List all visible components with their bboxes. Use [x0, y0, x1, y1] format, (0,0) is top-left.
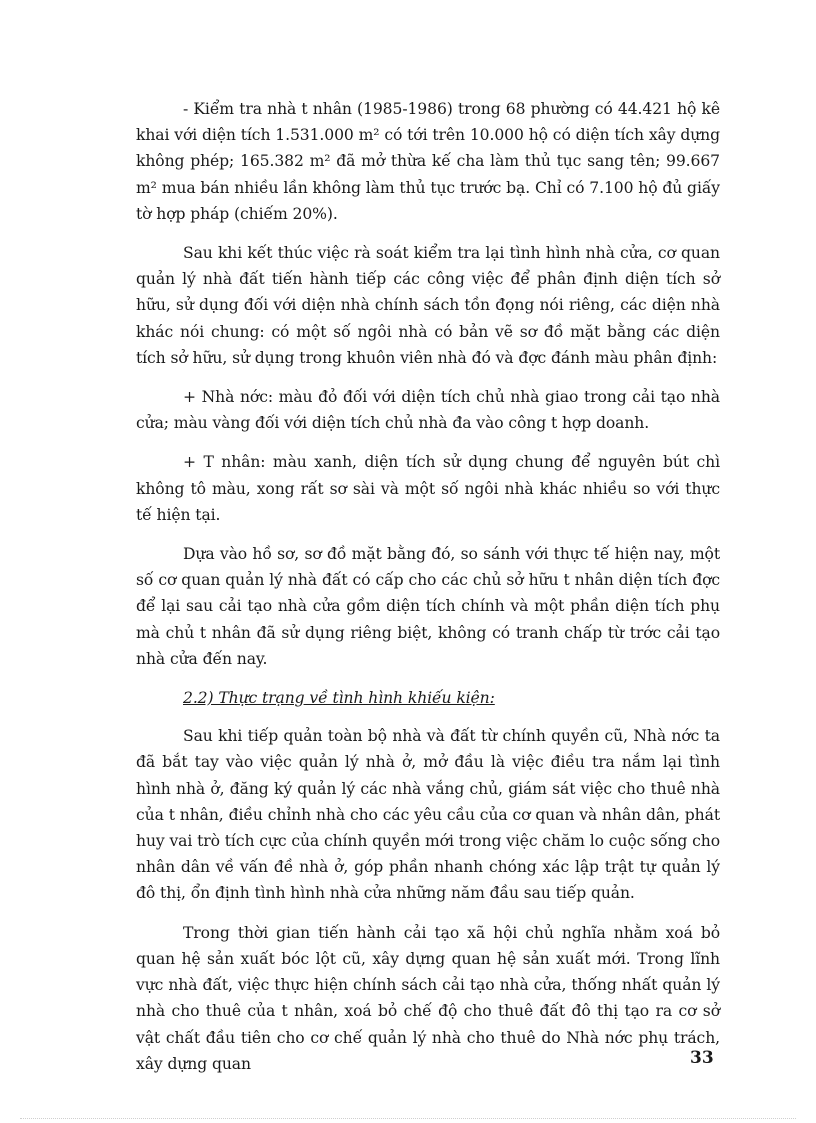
page-number: 33 [690, 1048, 714, 1068]
paragraph: Dựa vào hồ sơ, sơ đồ mặt bằng đó, so sánh với thực tế hiện nay, một số cơ quan quản lý nhà đất có cấp cho các chủ sở hữu t nhân diện tích đợc để lại sau cải tạo nhà cửa gồm diện tích chính và một phần diện tích phụ mà chủ t nhân đã sử dụng riêng biệt, không có tranh chấp từ trớc cải tạo nhà cửa đến nay. [136, 545, 720, 668]
paragraph: + T nhân: màu xanh, diện tích sử dụng chung để nguyên bút chì không tô màu, xong rất sơ sài và một số ngôi nhà khác nhiều so với thực tế hiện tại. [136, 453, 720, 524]
section-heading: 2.2) Thực trạng về tình hình khiếu kiện: [183, 689, 495, 708]
paragraph: + Nhà nớc: màu đỏ đối với diện tích chủ nhà giao trong cải tạo nhà cửa; màu vàng đối với diện tích chủ nhà đa vào công t hợp doanh. [136, 388, 720, 433]
paragraph: Trong thời gian tiến hành cải tạo xã hội chủ nghĩa nhằm xoá bỏ quan hệ sản xuất bóc lột cũ, xây dựng quan hệ sản xuất mới. Trong lĩnh vực nhà đất, việc thực hiện chính sách cải tạo nhà cửa, thống nhất quản lý nhà cho thuê của t nhân, xoá bỏ chế độ cho thuê đất đô thị tạo ra cơ sở vật chất đầu tiên cho cơ chế quản lý nhà cho thuê do Nhà nớc phụ trách, xây dựng quan [136, 923, 720, 1073]
paragraph: Sau khi tiếp quản toàn bộ nhà và đất từ chính quyền cũ, Nhà nớc ta đã bắt tay vào việc quản lý nhà ở, mở đầu là việc điều tra nắm lại tình hình nhà ở, đăng ký quản lý các nhà vắng chủ, giám sát việc cho thuê nhà của t nhân, điều chỉnh nhà cho các yêu cầu của cơ quan và nhân dân, phát huy vai trò tích cực của chính quyền mới trong việc chăm lo cuộc sống cho nhân dân về vấn đề nhà ở, góp phần nhanh chóng xác lập trật tự quản lý đô thị, ổn định tình hình nhà cửa những năm đầu sau tiếp quản. [136, 727, 721, 903]
footer-divider [20, 1118, 796, 1119]
bullet-paragraph: - Kiểm tra nhà t nhân (1985-1986) trong 68 phường có 44.421 hộ kê khai với diện tích 1.531.000 m² có tới trên 10.000 hộ có diện tích xây dựng không phép; 165.382 m² đã mở thừa kế cha làm thủ tục sang tên; 99.667 m² mua bán nhiều lần không làm thủ tục trước bạ. Chỉ có 7.100 hộ đủ giấy tờ hợp pháp (chiếm 20%). [136, 100, 720, 223]
body-text [136, 96, 720, 1090]
paragraph: Sau khi kết thúc việc rà soát kiểm tra lại tình hình nhà cửa, cơ quan quản lý nhà đất tiến hành tiếp các công việc để phân định diện tích sở hữu, sử dụng đối với diện nhà chính sách tồn đọng nói riêng, các diện nhà khác nói chung: có một số ngôi nhà có bản vẽ sơ đồ mặt bằng các diện tích sở hữu, sử dụng trong khuôn viên nhà đó và đợc đánh màu phân định: [136, 244, 720, 367]
